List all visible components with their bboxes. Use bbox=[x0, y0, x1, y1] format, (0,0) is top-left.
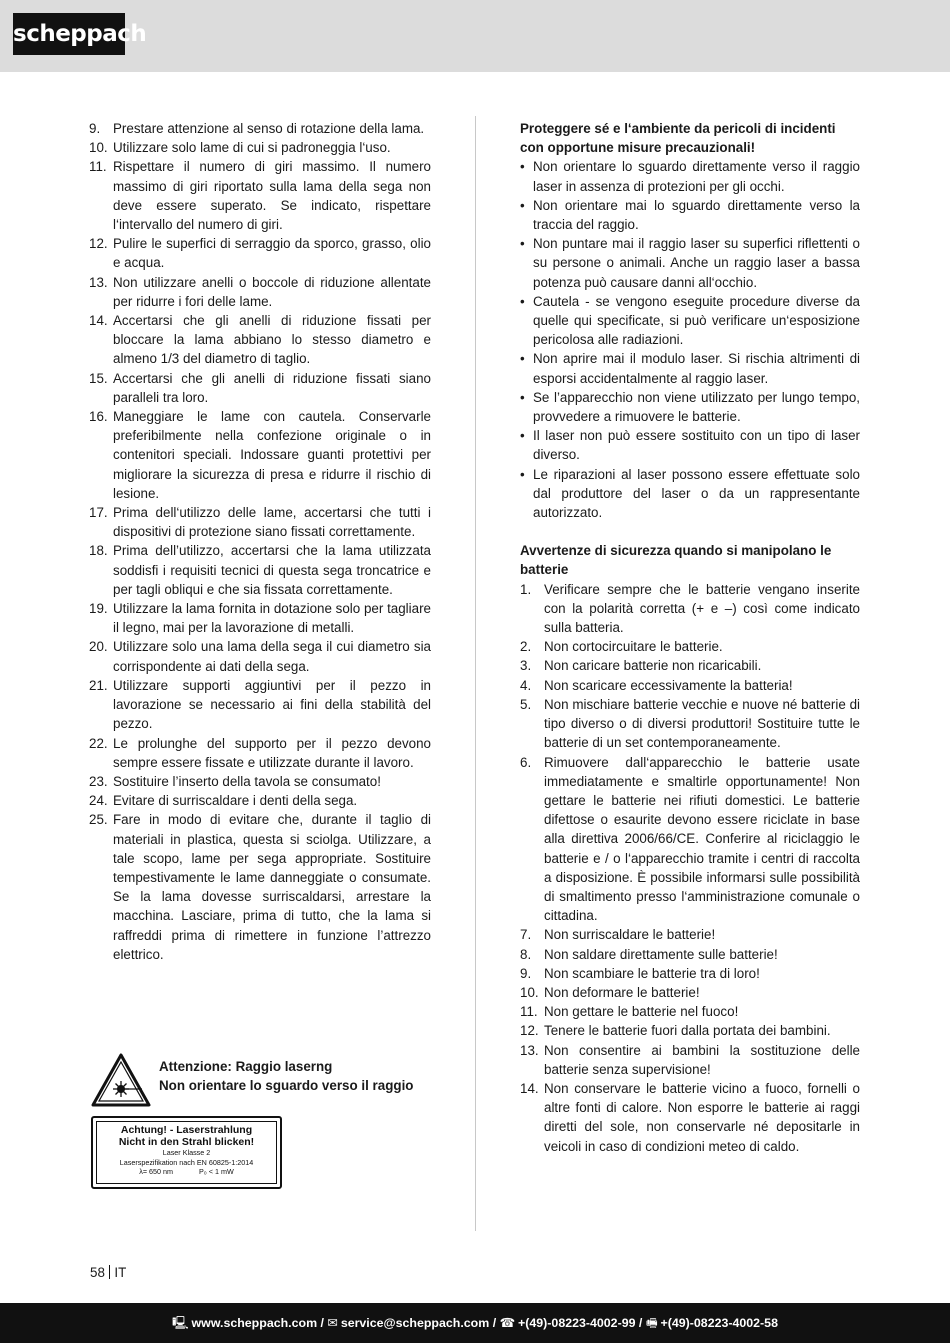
list-item-text: Rimuovere dall‘apparecchio le batterie usate immediatamente e smaltirle opportunamente! Non gettare le batterie nei rifiuti domestici. Le batterie difettose o esaurite devono essere riciclate in base alla direttiva 2006/66/CE. Conferire al riciclaggio le batterie e / o l‘apparecchio tramite i centri di raccolta a disposizione. È possibile informarsi sulle possibilità di smaltimento presso l‘amministrazione comunale o cittadina. bbox=[544, 754, 860, 924]
laser-label-values bbox=[97, 1167, 276, 1177]
list-item-number: 7. bbox=[520, 927, 532, 943]
list-item-number: 6. bbox=[520, 754, 532, 770]
list-item-text: Utilizzare solo una lama della sega il cui diametro sia corrispondente ai dati della sega. bbox=[113, 639, 431, 674]
list-item bbox=[520, 753, 860, 926]
bullet-text: Il laser non può essere sostituito con un tipo di laser diverso. bbox=[533, 428, 860, 463]
list-item bbox=[89, 676, 431, 734]
list-item bbox=[89, 734, 431, 772]
list-item-text: Non deformare le batterie! bbox=[544, 984, 700, 1000]
list-item bbox=[89, 637, 431, 675]
battery-safety-list bbox=[520, 580, 860, 1156]
page-number-separator bbox=[109, 1265, 111, 1279]
list-item-number: 13. bbox=[89, 274, 108, 290]
footer-email[interactable]: service@scheppach.com bbox=[340, 1316, 490, 1330]
list-item bbox=[89, 157, 431, 234]
bullet-icon: • bbox=[520, 293, 525, 309]
list-item-text: Non scaricare eccessivamente la batteria! bbox=[544, 677, 793, 693]
bullet-icon: • bbox=[520, 197, 525, 213]
footer-bar bbox=[0, 1303, 950, 1343]
page-number bbox=[90, 1265, 126, 1280]
list-item-number: 5. bbox=[520, 696, 532, 712]
list-item-text: Verificare sempre che le batterie vengano inserite con la polarità corretta (+ e –) così come indicato sulla batteria. bbox=[544, 581, 860, 636]
list-item-number: 15. bbox=[89, 370, 108, 386]
fax-icon: 🖷 bbox=[645, 1316, 658, 1330]
list-item-number: 12. bbox=[520, 1023, 539, 1039]
list-item-number: 19. bbox=[89, 601, 108, 617]
list-item-text: Fare in modo di evitare che, durante il taglio di materiali in plastica, questa si sciolga. Utilizzare, a tale scopo, lame per sega appropriate. Sostituire tempestivamente le lame danneggiate o consumate. Se la lama dovesse surriscaldarsi, arrestare la macchina. Lasciare, prima di tutto, che la lama si raffreddi prima di rimettere in funzione l’attrezzo elettrico. bbox=[113, 812, 431, 962]
list-item-number: 18. bbox=[89, 543, 108, 559]
list-item-number: 14. bbox=[520, 1080, 539, 1096]
laser-label-line2: Nicht in den Strahl blicken! bbox=[118, 1136, 255, 1148]
list-item-text: Non gettare le batterie nel fuoco! bbox=[544, 1004, 739, 1020]
list-item-text: Sostituire l’inserto della tavola se consumato! bbox=[113, 773, 381, 789]
list-item-number: 11. bbox=[520, 1004, 538, 1020]
bullet-text: Se l’apparecchio non viene utilizzato per lungo tempo, provvedere a rimuovere le batterie. bbox=[533, 389, 860, 425]
laser-warning-text bbox=[159, 1057, 431, 1095]
list-item bbox=[520, 1021, 860, 1040]
list-item-text: Accertarsi che gli anelli di riduzione fissati per bloccare la lama abbiano lo stesso diametro e almeno 1/3 del diametro di taglio. bbox=[113, 313, 431, 367]
list-item-text: Utilizzare supporti aggiuntivi per il pezzo in lavorazione se necessario ai fini della stabilità del pezzo. bbox=[113, 677, 431, 732]
header-bar bbox=[0, 0, 950, 72]
laser-warning-title: Attenzione: Raggio laserng bbox=[159, 1059, 333, 1074]
list-item bbox=[89, 234, 431, 272]
saw-blade-safety-list bbox=[89, 119, 431, 964]
list-item-number: 17. bbox=[89, 505, 108, 521]
list-item-text: Prima dell‘utilizzo delle lame, accertarsi che tutti i dispositivi di protezione siano fissati correttamente. bbox=[113, 505, 431, 540]
list-item-number: 1. bbox=[520, 581, 532, 597]
bullet-icon: • bbox=[520, 159, 525, 175]
left-column bbox=[89, 119, 431, 964]
bullet-text: Non orientare lo sguardo direttamente verso il raggio laser in assenza di protezioni per gli occhi. bbox=[533, 159, 860, 194]
laser-safety-heading: Proteggere sé e l‘ambiente da pericoli di incidenti con opportune misure precauzionali! bbox=[520, 121, 836, 156]
list-item bbox=[520, 964, 860, 983]
laser-label-line1: Achtung! - Laserstrahlung bbox=[120, 1124, 253, 1136]
computer-icon: 🖳 bbox=[172, 1316, 189, 1330]
footer-sep-1: / bbox=[317, 1316, 328, 1330]
list-item bbox=[520, 1079, 860, 1156]
list-item-number: 11. bbox=[89, 159, 107, 175]
list-item bbox=[520, 1041, 860, 1079]
list-item-text: Rispettare il numero di giri massimo. Il numero massimo di giri riportato sulla lama della sega non deve essere superato. Se indicato, rispettare l‘intervallo del numero di giri. bbox=[113, 159, 431, 233]
laser-label-power: P₀ < 1 mW bbox=[199, 1167, 234, 1176]
list-item bbox=[520, 695, 860, 753]
list-item bbox=[89, 772, 431, 791]
laser-class-label bbox=[91, 1116, 282, 1189]
list-item-number: 9. bbox=[520, 965, 532, 981]
list-item-text: Non mischiare batterie vecchie e nuove né batterie di tipo diverso o di diversi produttori! Sostituire tutte le batterie di un set contemporaneamente. bbox=[544, 696, 860, 751]
right-column bbox=[520, 119, 860, 1156]
list-item-text: Prestare attenzione al senso di rotazione della lama. bbox=[113, 121, 425, 136]
list-item-number: 23. bbox=[89, 773, 108, 789]
bullet-text: Non orientare mai lo sguardo direttamente verso la traccia del raggio. bbox=[533, 197, 860, 233]
list-item bbox=[89, 311, 431, 369]
list-item-text: Evitare di surriscaldare i denti della sega. bbox=[113, 793, 358, 809]
phone-icon: ☎ bbox=[499, 1316, 516, 1330]
list-item-text: Accertarsi che gli anelli di riduzione fissati siano paralleli tra loro. bbox=[113, 370, 431, 405]
list-item bbox=[89, 407, 431, 503]
page-language: IT bbox=[114, 1265, 127, 1280]
bullet-icon: • bbox=[520, 466, 525, 482]
laser-label-class: Laser Klasse 2 bbox=[162, 1148, 211, 1157]
list-item-number: 14. bbox=[89, 313, 108, 329]
list-item bbox=[89, 119, 431, 138]
list-item-number: 25. bbox=[89, 812, 108, 828]
bullet-text: Le riparazioni al laser possono essere effettuate solo dal produttore del laser o da un rappresentante autorizzato. bbox=[533, 466, 860, 521]
list-item-text: Non caricare batterie non ricaricabili. bbox=[544, 658, 762, 674]
bullet-item bbox=[520, 465, 860, 523]
list-item-number: 8. bbox=[520, 946, 532, 962]
list-item-number: 2. bbox=[520, 639, 532, 655]
list-item bbox=[89, 810, 431, 964]
bullet-icon: • bbox=[520, 351, 525, 367]
laser-safety-list bbox=[520, 157, 860, 522]
list-item-text: Non cortocircuitare le batterie. bbox=[544, 639, 723, 655]
list-item-number: 3. bbox=[520, 658, 532, 674]
page-number-value: 58 bbox=[90, 1265, 105, 1280]
list-item-number: 10. bbox=[520, 984, 539, 1000]
battery-safety-heading: Avvertenze di sicurezza quando si manipolano le batterie bbox=[520, 543, 832, 578]
list-item-number: 16. bbox=[89, 409, 108, 425]
bullet-item bbox=[520, 426, 860, 464]
list-item-text: Non conservare le batterie vicino a fuoco, fornelli o altre fonti di calore. Non esporre le batterie ai raggi diretti del sole, non conservarle né depositarle in veicoli in caso di condizioni meteo di caldo. bbox=[544, 1080, 860, 1154]
list-item-text: Maneggiare le lame con cautela. Conservarle preferibilmente nella confezione originale o in contenitori speciali. Indossare guanti protettivi per migliorare la sicurezza di presa e ridurre il rischio di lesione. bbox=[113, 409, 431, 501]
footer-sep-2: / bbox=[489, 1316, 500, 1330]
list-item bbox=[520, 1002, 860, 1021]
list-item bbox=[520, 983, 860, 1002]
list-item-number: 20. bbox=[89, 639, 108, 655]
list-item-number: 10. bbox=[89, 140, 108, 156]
list-item-text: Non saldare direttamente sulle batterie! bbox=[544, 946, 778, 962]
list-item bbox=[520, 925, 860, 944]
list-item-number: 22. bbox=[89, 735, 108, 751]
list-item-number: 12. bbox=[89, 236, 108, 252]
laser-label-frame bbox=[96, 1121, 277, 1184]
list-item bbox=[520, 656, 860, 675]
list-item-text: Le prolunghe del supporto per il pezzo devono sempre essere fissate e utilizzate durante il lavoro. bbox=[113, 735, 431, 770]
section-gap bbox=[520, 522, 860, 541]
bullet-item bbox=[520, 196, 860, 234]
bullet-item bbox=[520, 157, 860, 195]
list-item bbox=[89, 273, 431, 311]
list-item bbox=[520, 580, 860, 638]
list-item bbox=[89, 791, 431, 810]
list-item-text: Utilizzare solo lame di cui si padroneggia l‘uso. bbox=[113, 140, 391, 156]
bullet-item bbox=[520, 234, 860, 292]
footer-fax[interactable]: +(49)-08223-4002-58 bbox=[660, 1316, 778, 1330]
list-item-text: Utilizzare la lama fornita in dotazione solo per tagliare il legno, mai per la lavorazione di metalli. bbox=[113, 601, 431, 636]
list-item-text: Non utilizzare anelli o boccole di riduzione allentate per ridurre i fori delle lame. bbox=[113, 274, 431, 309]
laser-warning-subtitle: Non orientare lo sguardo verso il raggio bbox=[159, 1078, 414, 1094]
footer-phone[interactable]: +(49)-08223-4002-99 bbox=[518, 1316, 636, 1330]
footer-web[interactable]: www.scheppach.com bbox=[191, 1316, 318, 1330]
list-item-number: 13. bbox=[520, 1042, 539, 1058]
bullet-icon: • bbox=[520, 428, 525, 444]
list-item-number: 21. bbox=[89, 677, 108, 693]
bullet-item bbox=[520, 349, 860, 387]
list-item-text: Tenere le batterie fuori dalla portata dei bambini. bbox=[544, 1023, 831, 1039]
laser-label-wavelength: λ= 650 nm bbox=[139, 1167, 174, 1176]
list-item bbox=[89, 503, 431, 541]
list-item-text: Non consentire ai bambini la sostituzione delle batterie senza supervisione! bbox=[544, 1042, 860, 1077]
list-item-text: Non scambiare le batterie tra di loro! bbox=[544, 965, 760, 981]
bullet-text: Non puntare mai il raggio laser su superfici riflettenti o su persone o animali. Anche un raggio laser a bassa potenza può causare danni all‘occhio. bbox=[533, 236, 860, 290]
bullet-text: Cautela - se vengono eseguite procedure diverse da quelle qui specificate, si può verificare un‘esposizione pericolosa alle radiazioni. bbox=[533, 293, 860, 348]
list-item-text: Non surriscaldare le batterie! bbox=[544, 927, 716, 943]
list-item bbox=[89, 369, 431, 407]
laser-label-spec: Laserspezifikation nach EN 60825-1:2014 bbox=[119, 1157, 254, 1167]
list-item bbox=[89, 599, 431, 637]
laser-warning-icon bbox=[91, 1053, 151, 1107]
scheppach-logo: scheppach bbox=[13, 13, 125, 55]
list-item bbox=[520, 637, 860, 656]
list-item-number: 4. bbox=[520, 677, 532, 693]
list-item bbox=[520, 945, 860, 964]
bullet-icon: • bbox=[520, 236, 525, 252]
footer-sep-3: / bbox=[635, 1316, 646, 1330]
bullet-icon: • bbox=[520, 389, 525, 405]
email-icon: ✉ bbox=[327, 1316, 338, 1330]
list-item-text: Prima dell’utilizzo, accertarsi che la lama utilizzata soddisfi i requisiti tecnici di questa sega troncatrice e per tagli obliqui e che sia fissata correttamente. bbox=[113, 543, 431, 597]
list-item bbox=[89, 138, 431, 157]
list-item bbox=[520, 676, 860, 695]
list-item bbox=[89, 541, 431, 599]
list-item-number: 24. bbox=[89, 793, 108, 809]
column-divider bbox=[475, 116, 476, 1231]
bullet-item bbox=[520, 388, 860, 426]
bullet-item bbox=[520, 292, 860, 350]
list-item-number: 9. bbox=[89, 121, 101, 136]
bullet-text: Non aprire mai il modulo laser. Si rischia altrimenti di esporsi accidentalmente al raggio laser. bbox=[533, 351, 860, 386]
list-item-text: Pulire le superfici di serraggio da sporco, grasso, olio e acqua. bbox=[113, 236, 431, 271]
